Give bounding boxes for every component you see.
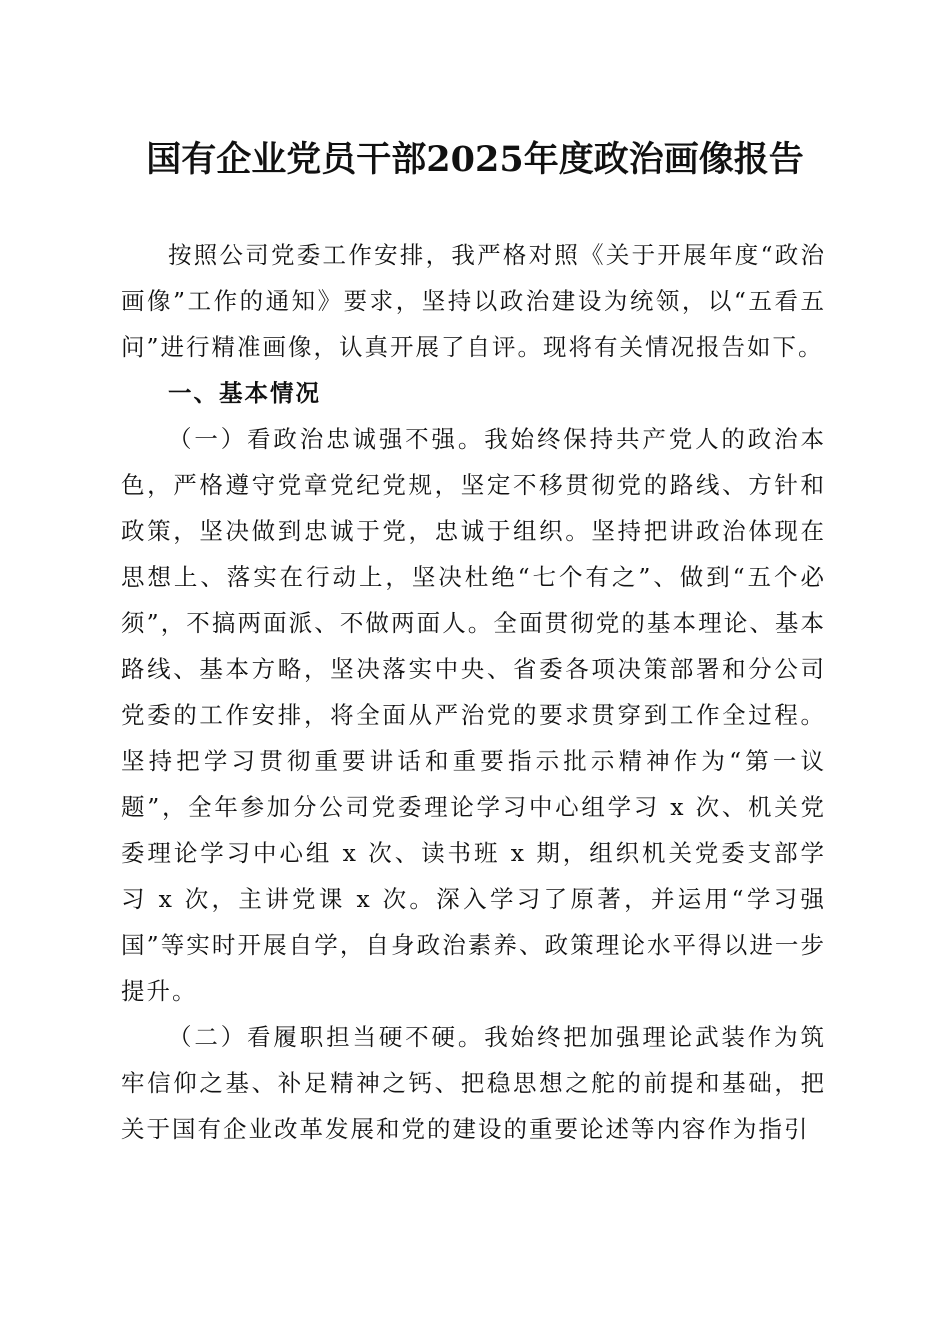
document-title: 国有企业党员干部2025年度政治画像报告: [146, 139, 804, 180]
paragraph-text: 我始终把加强理论武装作为筑牢信仰之基、补足精神之钙、把稳思想之舵的前提和基础，把关于国有企业改革发展和党的建设的重要论述等内容作为指引: [121, 1023, 826, 1143]
paragraph-text: 我始终保持共产党人的政治本色，严格遵守党章党纪党规，坚定不移贯彻党的路线、方针和政策，坚决做到忠诚于党，忠诚于组织。坚持把讲政治体现在思想上、落实在行动上，坚决杜绝“七个有之”、做到“五个必须”，不搞两面派、不做两面人。全面贯彻党的基本理论、基本路线、基本方略，坚决落实中央、省委各项决策部署和分公司党委的工作安排，将全面从严治党的要求贯穿到工作全过程。坚持把学习贯彻重要讲话和重要指示批示精神作为“第一议题”，全年参加分公司党委理论学习中心组学习 x 次、机关党委理论学习中心组 x 次、读书班 x 期，组织机关党委支部学习 x 次，主讲党课 x 次。深入学习了原著，并运用“学习强国”等实时开展自学，自身政治素养、政策理论水平得以进一步提升。: [121, 425, 826, 1005]
document-body: [121, 232, 826, 1152]
section-heading-basic-situation: 一、基本情况: [168, 379, 321, 407]
intro-paragraph: 按照公司党委工作安排，我严格对照《关于开展年度“政治画像”工作的通知》要求，坚持以政治建设为统领，以“五看五问”进行精准画像，认真开展了自评。现将有关情况报告如下。: [121, 241, 826, 361]
paragraph-duty-responsibility: [121, 1014, 826, 1152]
paragraph-lead: （二）看履职担当硬不硬。: [168, 1023, 485, 1051]
paragraph-lead: （一）看政治忠诚强不强。: [168, 425, 485, 453]
paragraph-political-loyalty: [121, 416, 826, 1014]
